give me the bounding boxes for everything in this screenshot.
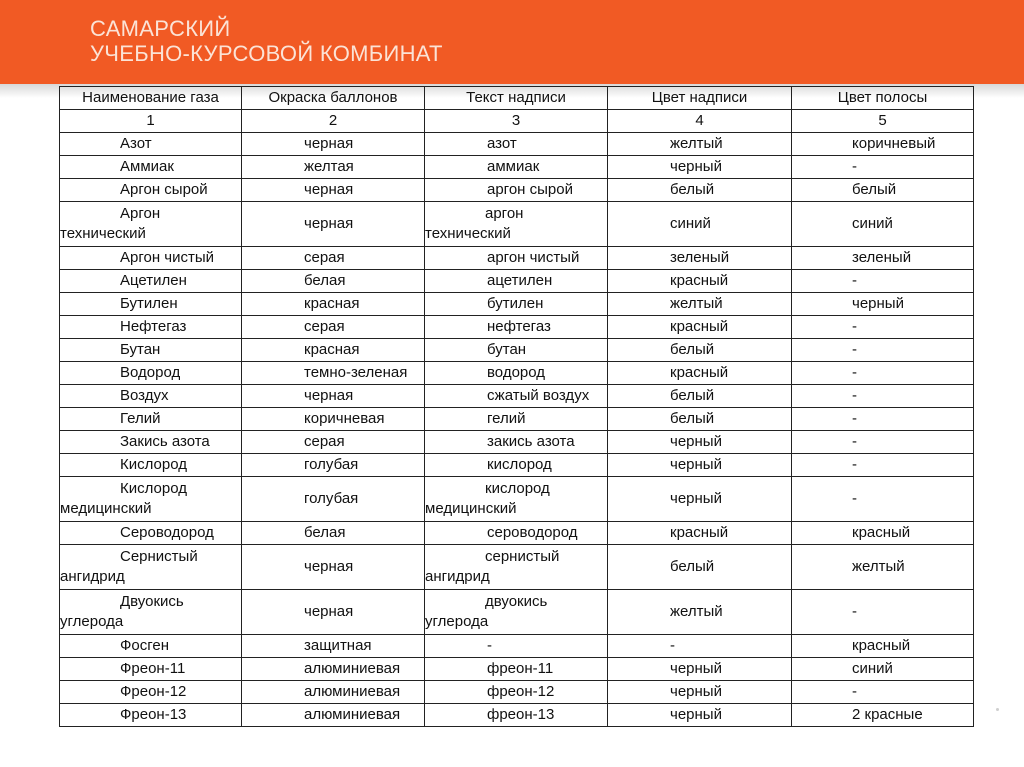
cylinder-paint-cell: темно-зеленая bbox=[242, 362, 425, 385]
label-color-cell: синий bbox=[608, 202, 792, 247]
label-color-cell: белый bbox=[608, 408, 792, 431]
label-text-cell-line: бутилен bbox=[487, 295, 544, 312]
gas-name-cell bbox=[60, 681, 242, 704]
column-header: Текст надписи bbox=[425, 87, 608, 110]
column-number: 3 bbox=[425, 110, 608, 133]
gas-name-cell bbox=[60, 704, 242, 727]
gas-name-cell bbox=[60, 635, 242, 658]
stripe-color-cell: - bbox=[792, 270, 974, 293]
label-color-cell: черный bbox=[608, 477, 792, 522]
label-text-cell bbox=[425, 431, 608, 454]
gas-name-cell-line: Фосген bbox=[120, 637, 170, 654]
table-row bbox=[60, 362, 974, 385]
label-color-cell: черный bbox=[608, 681, 792, 704]
table-row bbox=[60, 704, 974, 727]
label-text-cell-line: медицинский bbox=[425, 500, 517, 517]
gas-name-cell-line: Аргон чистый bbox=[120, 249, 215, 266]
column-number: 2 bbox=[242, 110, 425, 133]
gas-name-cell bbox=[60, 431, 242, 454]
label-color-cell: черный bbox=[608, 454, 792, 477]
stripe-color-cell: - bbox=[792, 362, 974, 385]
label-text-cell-line: аммиак bbox=[487, 158, 540, 175]
cylinder-paint-cell: черная bbox=[242, 545, 425, 590]
label-text-cell bbox=[425, 635, 608, 658]
label-color-cell: красный bbox=[608, 522, 792, 545]
column-number: 4 bbox=[608, 110, 792, 133]
stripe-color-cell: 2 красные bbox=[792, 704, 974, 727]
label-color-cell: белый bbox=[608, 545, 792, 590]
table-row bbox=[60, 522, 974, 545]
label-text-cell bbox=[425, 522, 608, 545]
table-row bbox=[60, 590, 974, 635]
label-text-cell-line: кислород bbox=[485, 480, 550, 497]
label-text-cell bbox=[425, 454, 608, 477]
label-color-cell: - bbox=[608, 635, 792, 658]
gas-name-cell-line: технический bbox=[60, 225, 146, 242]
table-row bbox=[60, 339, 974, 362]
table-row bbox=[60, 385, 974, 408]
table-row bbox=[60, 202, 974, 247]
stripe-color-cell: красный bbox=[792, 522, 974, 545]
label-text-cell-line: технический bbox=[425, 225, 511, 242]
table-row bbox=[60, 293, 974, 316]
gas-name-cell bbox=[60, 545, 242, 590]
cylinder-paint-cell: алюминиевая bbox=[242, 704, 425, 727]
label-color-cell: красный bbox=[608, 270, 792, 293]
label-text-cell-line: - bbox=[487, 637, 492, 654]
label-text-cell-line: ацетилен bbox=[487, 272, 553, 289]
stripe-color-cell: - bbox=[792, 477, 974, 522]
label-text-cell bbox=[425, 202, 608, 247]
label-color-cell: белый bbox=[608, 179, 792, 202]
gas-name-cell-line: Фреон-11 bbox=[120, 660, 186, 677]
label-text-cell-line: гелий bbox=[487, 410, 526, 427]
label-text-cell-line: углерода bbox=[425, 613, 489, 630]
column-header: Наименование газа bbox=[60, 87, 242, 110]
cylinder-paint-cell: серая bbox=[242, 247, 425, 270]
table-row bbox=[60, 270, 974, 293]
label-text-cell bbox=[425, 293, 608, 316]
gas-name-cell-line: Кислород bbox=[120, 480, 187, 497]
cylinder-paint-cell: черная bbox=[242, 133, 425, 156]
stripe-color-cell: черный bbox=[792, 293, 974, 316]
label-color-cell: красный bbox=[608, 362, 792, 385]
table-row bbox=[60, 179, 974, 202]
label-text-cell bbox=[425, 385, 608, 408]
table-row bbox=[60, 316, 974, 339]
label-text-cell bbox=[425, 704, 608, 727]
label-text-cell bbox=[425, 681, 608, 704]
gas-name-cell-line: Фреон-13 bbox=[120, 706, 187, 723]
gas-name-cell bbox=[60, 202, 242, 247]
gas-name-cell bbox=[60, 658, 242, 681]
label-text-cell bbox=[425, 156, 608, 179]
cylinder-paint-cell: белая bbox=[242, 522, 425, 545]
label-text-cell bbox=[425, 477, 608, 522]
gas-cylinder-table bbox=[59, 86, 974, 727]
cylinder-paint-cell: черная bbox=[242, 590, 425, 635]
column-number: 5 bbox=[792, 110, 974, 133]
gas-name-cell bbox=[60, 385, 242, 408]
label-text-cell-line: ангидрид bbox=[425, 568, 490, 585]
label-text-cell bbox=[425, 545, 608, 590]
stripe-color-cell: желтый bbox=[792, 545, 974, 590]
label-text-cell-line: нефтегаз bbox=[487, 318, 551, 335]
label-text-cell bbox=[425, 133, 608, 156]
gas-name-cell-line: Кислород bbox=[120, 456, 187, 473]
label-color-cell: желтый bbox=[608, 293, 792, 316]
label-color-cell: желтый bbox=[608, 133, 792, 156]
gas-name-cell-line: Азот bbox=[120, 135, 152, 152]
table-row bbox=[60, 431, 974, 454]
gas-name-cell-line: Сероводород bbox=[120, 524, 214, 541]
cylinder-paint-cell: серая bbox=[242, 316, 425, 339]
gas-name-cell bbox=[60, 408, 242, 431]
label-text-cell-line: аргон чистый bbox=[487, 249, 580, 266]
table-body bbox=[60, 133, 974, 727]
label-text-cell bbox=[425, 247, 608, 270]
label-text-cell-line: аргон bbox=[485, 205, 524, 222]
stripe-color-cell: синий bbox=[792, 202, 974, 247]
gas-name-cell-line: Закись азота bbox=[120, 433, 210, 450]
label-text-cell-line: азот bbox=[487, 135, 517, 152]
header-row bbox=[60, 87, 974, 110]
cylinder-paint-cell: коричневая bbox=[242, 408, 425, 431]
gas-name-cell bbox=[60, 590, 242, 635]
cylinder-paint-cell: белая bbox=[242, 270, 425, 293]
label-text-cell bbox=[425, 408, 608, 431]
label-text-cell bbox=[425, 362, 608, 385]
label-text-cell-line: фреон-11 bbox=[487, 660, 554, 677]
gas-name-cell bbox=[60, 477, 242, 522]
stripe-color-cell: - bbox=[792, 454, 974, 477]
stripe-color-cell: - bbox=[792, 156, 974, 179]
cylinder-paint-cell: голубая bbox=[242, 477, 425, 522]
label-text-cell-line: фреон-12 bbox=[487, 683, 555, 700]
gas-name-cell bbox=[60, 293, 242, 316]
label-text-cell-line: двуокись bbox=[485, 593, 548, 610]
gas-name-cell-line: Фреон-12 bbox=[120, 683, 187, 700]
cylinder-paint-cell: алюминиевая bbox=[242, 681, 425, 704]
cylinder-paint-cell: черная bbox=[242, 202, 425, 247]
gas-name-cell bbox=[60, 454, 242, 477]
gas-name-cell-line: углерода bbox=[60, 613, 124, 630]
table-row bbox=[60, 635, 974, 658]
label-text-cell-line: сернистый bbox=[485, 548, 560, 565]
gas-name-cell-line: ангидрид bbox=[60, 568, 125, 585]
label-text-cell-line: закись азота bbox=[487, 433, 575, 450]
label-color-cell: белый bbox=[608, 385, 792, 408]
gas-name-cell bbox=[60, 133, 242, 156]
label-text-cell-line: аргон сырой bbox=[487, 181, 573, 198]
table-row bbox=[60, 454, 974, 477]
gas-name-cell bbox=[60, 362, 242, 385]
table-row bbox=[60, 477, 974, 522]
gas-name-cell-line: Гелий bbox=[120, 410, 161, 427]
column-header: Окраска баллонов bbox=[242, 87, 425, 110]
gas-name-cell bbox=[60, 247, 242, 270]
table-row bbox=[60, 133, 974, 156]
gas-name-cell-line: Бутан bbox=[120, 341, 161, 358]
label-color-cell: черный bbox=[608, 658, 792, 681]
label-text-cell-line: сероводород bbox=[487, 524, 578, 541]
stripe-color-cell: синий bbox=[792, 658, 974, 681]
gas-name-cell bbox=[60, 179, 242, 202]
label-text-cell bbox=[425, 270, 608, 293]
stripe-color-cell: коричневый bbox=[792, 133, 974, 156]
label-color-cell: белый bbox=[608, 339, 792, 362]
stripe-color-cell: - bbox=[792, 681, 974, 704]
table-row bbox=[60, 658, 974, 681]
brand-line-1: САМАРСКИЙ bbox=[90, 16, 231, 41]
gas-name-cell-line: медицинский bbox=[60, 500, 152, 517]
gas-name-cell-line: Ацетилен bbox=[120, 272, 187, 289]
column-header: Цвет полосы bbox=[792, 87, 974, 110]
cylinder-paint-cell: желтая bbox=[242, 156, 425, 179]
label-text-cell-line: бутан bbox=[487, 341, 527, 358]
label-color-cell: зеленый bbox=[608, 247, 792, 270]
gas-name-cell-line: Аргон bbox=[120, 205, 161, 222]
cylinder-paint-cell: черная bbox=[242, 179, 425, 202]
label-text-cell-line: водород bbox=[487, 364, 546, 381]
stripe-color-cell: белый bbox=[792, 179, 974, 202]
label-color-cell: красный bbox=[608, 316, 792, 339]
gas-name-cell bbox=[60, 156, 242, 179]
table-row bbox=[60, 408, 974, 431]
header-banner bbox=[0, 0, 1024, 84]
label-text-cell bbox=[425, 179, 608, 202]
gas-name-cell-line: Водород bbox=[120, 364, 181, 381]
table-row bbox=[60, 545, 974, 590]
label-text-cell bbox=[425, 316, 608, 339]
stripe-color-cell: - bbox=[792, 408, 974, 431]
gas-name-cell bbox=[60, 522, 242, 545]
column-header: Цвет надписи bbox=[608, 87, 792, 110]
label-color-cell: желтый bbox=[608, 590, 792, 635]
cylinder-paint-cell: серая bbox=[242, 431, 425, 454]
cylinder-paint-cell: алюминиевая bbox=[242, 658, 425, 681]
column-number: 1 bbox=[60, 110, 242, 133]
table-row bbox=[60, 156, 974, 179]
gas-name-cell bbox=[60, 339, 242, 362]
gas-name-cell-line: Воздух bbox=[120, 387, 169, 404]
cylinder-paint-cell: красная bbox=[242, 339, 425, 362]
label-color-cell: черный bbox=[608, 431, 792, 454]
label-text-cell-line: фреон-13 bbox=[487, 706, 555, 723]
label-text-cell bbox=[425, 339, 608, 362]
cylinder-paint-cell: черная bbox=[242, 385, 425, 408]
stripe-color-cell: зеленый bbox=[792, 247, 974, 270]
gas-name-cell-line: Двуокись bbox=[120, 593, 184, 610]
cylinder-paint-cell: красная bbox=[242, 293, 425, 316]
brand-title bbox=[90, 16, 443, 66]
stripe-color-cell: - bbox=[792, 431, 974, 454]
gas-name-cell-line: Бутилен bbox=[120, 295, 178, 312]
cylinder-paint-cell: голубая bbox=[242, 454, 425, 477]
stripe-color-cell: - bbox=[792, 316, 974, 339]
cylinder-paint-cell: защитная bbox=[242, 635, 425, 658]
gas-name-cell-line: Нефтегаз bbox=[120, 318, 187, 335]
gas-name-cell-line: Аммиак bbox=[120, 158, 174, 175]
label-color-cell: черный bbox=[608, 704, 792, 727]
label-text-cell bbox=[425, 590, 608, 635]
label-color-cell: черный bbox=[608, 156, 792, 179]
gas-name-cell bbox=[60, 270, 242, 293]
table-row bbox=[60, 247, 974, 270]
stripe-color-cell: - bbox=[792, 339, 974, 362]
gas-name-cell-line: Сернистый bbox=[120, 548, 198, 565]
stripe-color-cell: - bbox=[792, 385, 974, 408]
stripe-color-cell: - bbox=[792, 590, 974, 635]
column-number-row bbox=[60, 110, 974, 133]
stripe-color-cell: красный bbox=[792, 635, 974, 658]
label-text-cell bbox=[425, 658, 608, 681]
label-text-cell-line: кислород bbox=[487, 456, 552, 473]
decorative-dot bbox=[996, 708, 999, 711]
brand-line-2: УЧЕБНО-КУРСОВОЙ КОМБИНАТ bbox=[90, 41, 443, 66]
table-row bbox=[60, 681, 974, 704]
gas-name-cell-line: Аргон сырой bbox=[120, 181, 208, 198]
gas-name-cell bbox=[60, 316, 242, 339]
label-text-cell-line: сжатый воздух bbox=[487, 387, 590, 404]
